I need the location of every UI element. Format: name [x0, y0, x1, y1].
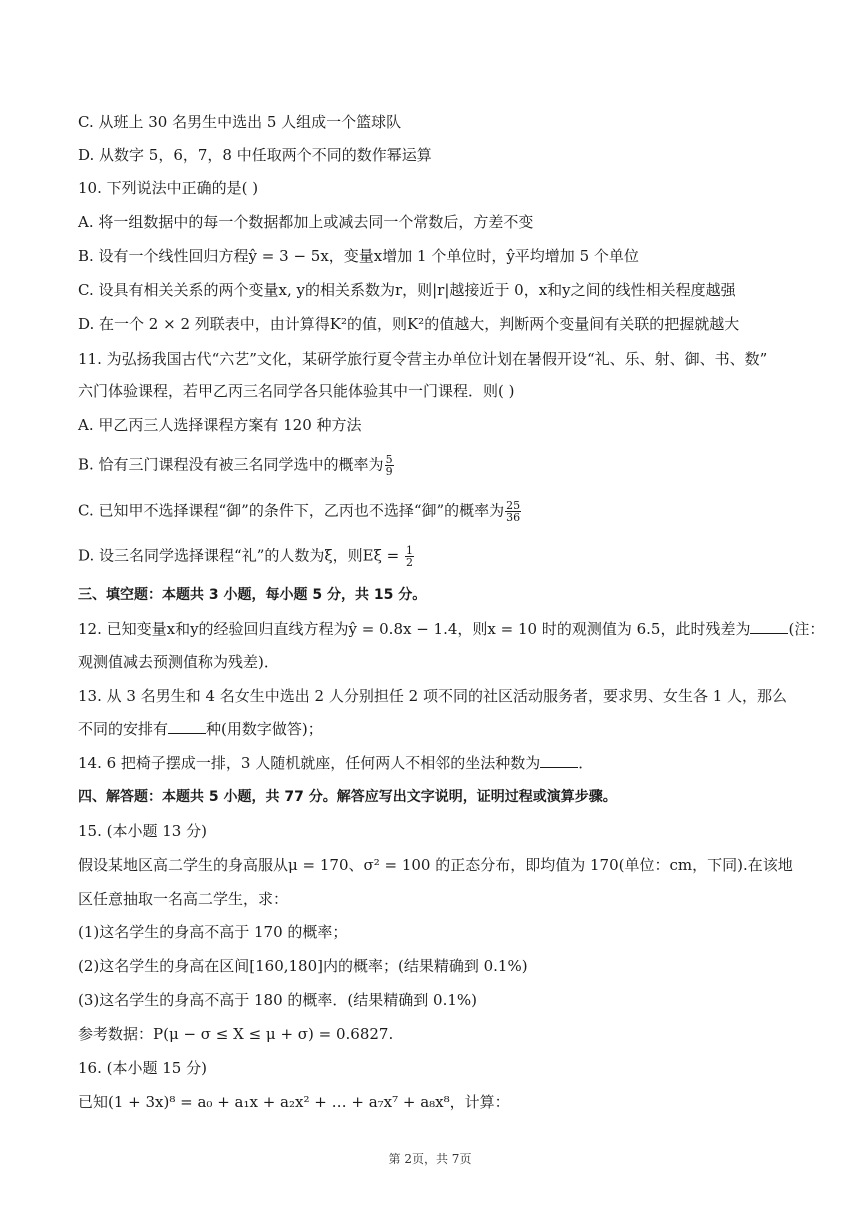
section-3-heading: 三、填空题：本题共 3 小题，每小题 5 分，共 15 分。	[78, 587, 427, 603]
question-15-part1: (1)这名学生的身高不高于 170 的概率；	[78, 923, 348, 941]
fraction-numerator: 25	[506, 499, 521, 512]
option-10a: A. 将一组数据中的每一个数据都加上或减去同一个常数后，方差不变	[78, 213, 534, 231]
question-15-line1: 假设某地区高二学生的身高服从μ = 170、σ² = 100 的正态分布，即均值为 170(单位：cm，下同).在该地	[78, 856, 793, 874]
fraction-denominator: 9	[385, 465, 393, 478]
section-4-heading: 四、解答题：本题共 5 小题，共 77 分。解答应写出文字说明，证明过程或演算步骤。	[78, 789, 617, 805]
question-15-part3: (3)这名学生的身高不高于 180 的概率．(结果精确到 0.1%)	[78, 991, 477, 1009]
question-15-line2: 区任意抽取一名高二学生，求：	[78, 890, 289, 908]
fraction-5-9	[385, 454, 394, 477]
question-15: 15. (本小题 13 分)	[78, 822, 207, 840]
fraction-numerator: 1	[405, 544, 413, 557]
option-9d: D. 从数字 5，6，7，8 中任取两个不同的数作幂运算	[78, 146, 432, 164]
question-11-line2: 六门体验课程，若甲乙丙三名同学各只能体验其中一门课程．则( )	[78, 382, 515, 400]
question-16-line1: 已知(1 + 3x)⁸ = a₀ + a₁x + a₂x² + … + a₇x⁷ + a₈x⁸，计算：	[78, 1093, 510, 1111]
option-11b	[78, 454, 395, 477]
option-9c: C. 从班上 30 名男生中选出 5 人组成一个篮球队	[78, 113, 402, 131]
question-12-text: 12. 已知变量x和y的经验回归直线方程为ŷ = 0.8x − 1.4，则x = 10 时的观测值为 6.5，此时残差为	[78, 620, 751, 638]
fraction-denominator: 36	[506, 511, 521, 524]
option-11d-text: D. 设三名同学选择课程“礼”的人数为ξ，则Eξ =	[78, 546, 404, 565]
question-13-tail: 种(用数字做答)；	[206, 720, 323, 738]
option-10c: C. 设具有相关关系的两个变量x, y的相关系数为r，则|r|越接近于 0，x和y之间的线性相关程度越强	[78, 281, 736, 299]
answer-blank[interactable]	[750, 619, 788, 634]
option-10d: D. 在一个 2 × 2 列联表中，由计算得K²的值，则K²的值越大，判断两个变量间有关联的把握就越大	[78, 315, 740, 333]
option-11c	[78, 500, 522, 523]
option-10b: B. 设有一个线性回归方程ŷ = 3 − 5x，变量x增加 1 个单位时，ŷ平均增加 5 个单位	[78, 247, 639, 265]
fraction-denominator: 2	[405, 556, 413, 569]
page-footer: 第 2页，共 7页	[388, 1152, 472, 1166]
question-12-line1	[78, 619, 824, 639]
question-14-tail: ．	[578, 754, 594, 772]
option-11c-text: C. 已知甲不选择课程“御”的条件下，乙丙也不选择“御”的概率为	[78, 501, 505, 520]
question-14-text: 14. 6 把椅子摆成一排，3 人随机就座，任何两人不相邻的坐法种数为	[78, 754, 541, 772]
question-13-line2	[78, 719, 323, 739]
question-15-reference: 参考数据：P(μ − σ ≤ X ≤ μ + σ) = 0.6827.	[78, 1025, 394, 1043]
option-11a: A. 甲乙丙三人选择课程方案有 120 种方法	[78, 416, 362, 434]
question-12-line2: 观测值减去预测值称为残差)．	[78, 653, 279, 671]
option-11b-text: B. 恰有三门课程没有被三名同学选中的概率为	[78, 455, 384, 474]
question-13-text: 不同的安排有	[78, 720, 169, 738]
fraction-1-2	[405, 545, 414, 568]
answer-blank[interactable]	[168, 719, 206, 734]
answer-blank[interactable]	[540, 753, 578, 768]
fraction-numerator: 5	[385, 453, 393, 466]
question-10: 10. 下列说法中正确的是( )	[78, 179, 259, 197]
question-13-line1: 13. 从 3 名男生和 4 名女生中选出 2 人分别担任 2 项不同的社区活动服务者，要求男、女生各 1 人，那么	[78, 687, 788, 705]
fraction-25-36	[505, 500, 521, 523]
option-11d	[78, 545, 415, 568]
question-16: 16. (本小题 15 分)	[78, 1059, 207, 1077]
question-14	[78, 753, 593, 773]
question-12-note: (注：	[788, 620, 825, 638]
question-11-line1: 11. 为弘扬我国古代“六艺”文化，某研学旅行夏令营主办单位计划在暑假开设“礼、乐、射、御、书、数”	[78, 350, 768, 368]
question-15-part2: (2)这名学生的身高在区间[160,180]内的概率；(结果精确到 0.1%)	[78, 957, 528, 975]
